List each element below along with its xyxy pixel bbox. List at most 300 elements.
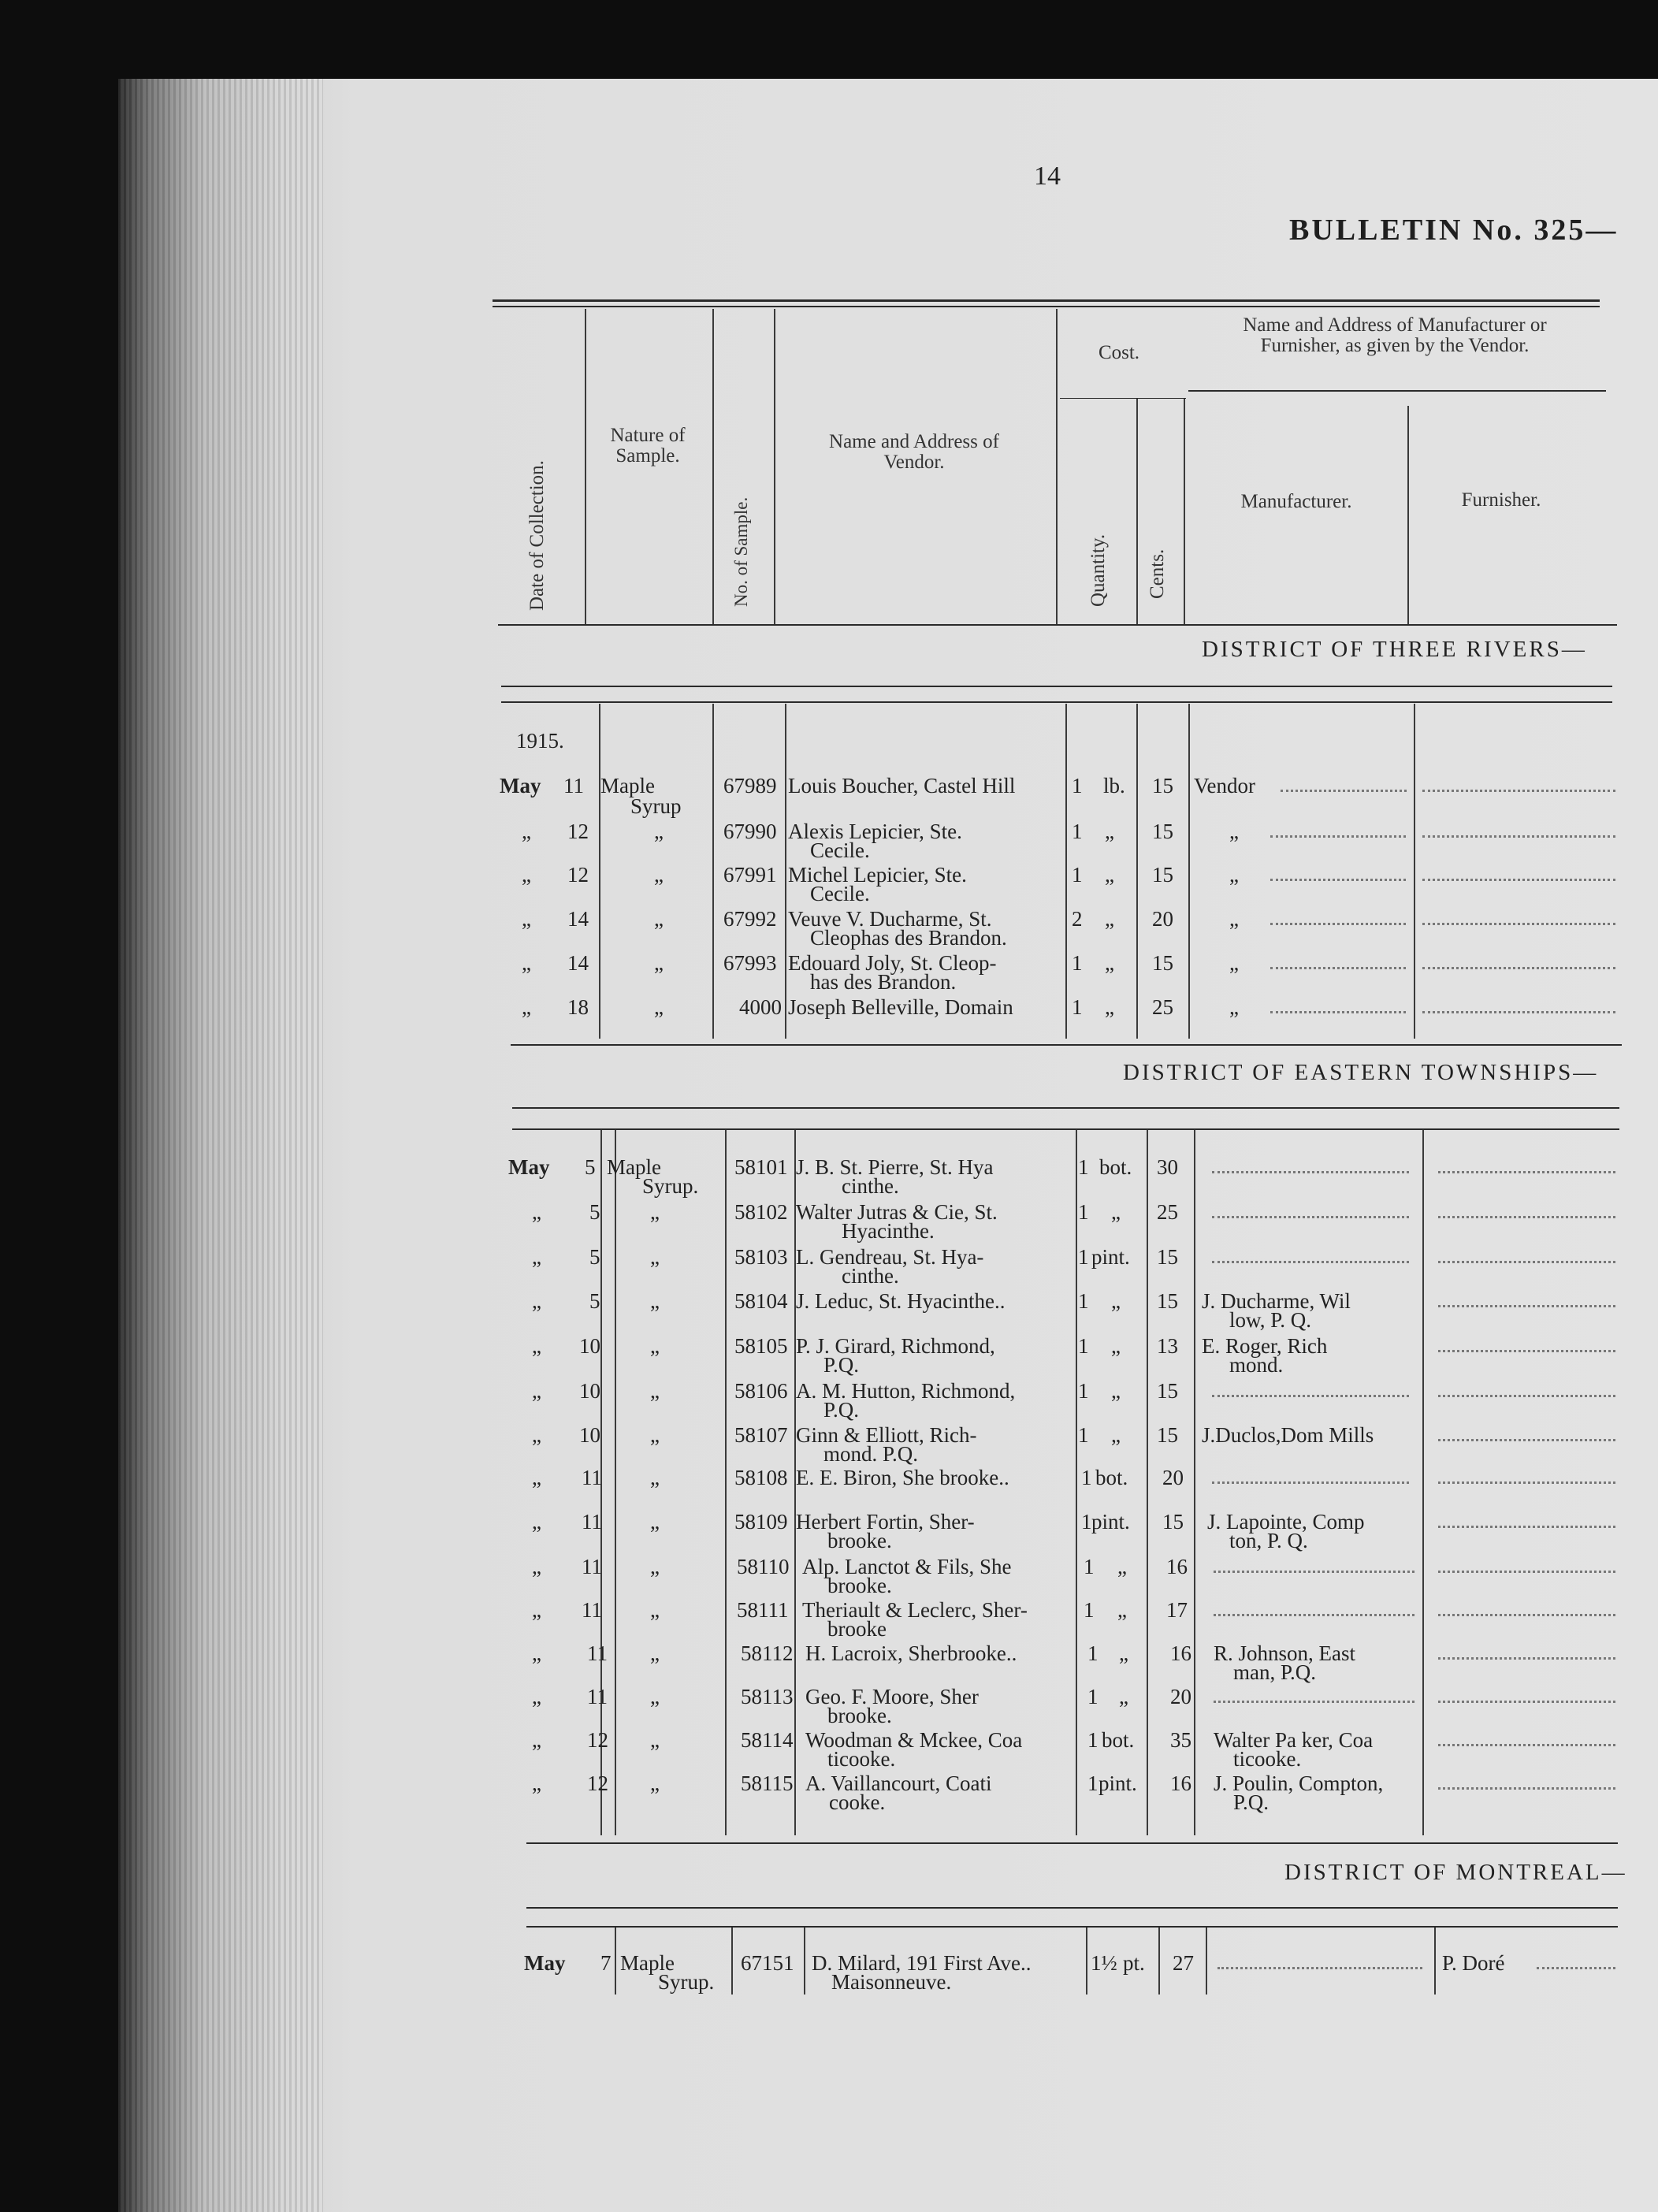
row-vendor: P. J. Girard, Richmond, [796, 1334, 995, 1358]
row-quantity: 1 [1072, 774, 1083, 797]
row-month: „ [532, 1200, 541, 1224]
row-cents: 16 [1166, 1555, 1188, 1578]
leader-dots [1438, 1744, 1615, 1746]
row-unit: pint. [1091, 1245, 1130, 1269]
row-cents: 15 [1152, 951, 1173, 975]
leader-dots [1422, 879, 1615, 881]
header-cost: Cost. [1098, 342, 1140, 363]
row-sample-no: 58103 [734, 1245, 788, 1269]
row-quantity: 1 [1078, 1379, 1089, 1403]
row-quantity: 1 [1084, 1598, 1095, 1622]
header-top-rule [493, 299, 1600, 302]
row-manufacturer: „ [1229, 820, 1239, 843]
district-title: DISTRICT OF THREE RIVERS— [1202, 637, 1587, 662]
row-manufacturer-cont: low, P. Q. [1229, 1308, 1312, 1332]
row-quantity: 1 [1072, 863, 1083, 887]
leader-dots [1438, 1657, 1615, 1660]
row-quantity: 1 [1078, 1245, 1089, 1269]
row-cents: 20 [1170, 1685, 1191, 1708]
row-quantity: 1 [1078, 1200, 1089, 1224]
section-rule [501, 701, 1612, 703]
row-vendor-cont: brooke. [827, 1574, 892, 1597]
leader-dots [1270, 1011, 1406, 1013]
row-manufacturer: „ [1229, 951, 1239, 975]
row-nature: „ [650, 1245, 660, 1269]
row-quantity: 1 [1081, 1466, 1092, 1489]
row-month: „ [532, 1728, 541, 1752]
row-cents: 15 [1157, 1423, 1178, 1447]
header-top-rule-2 [493, 306, 1600, 307]
row-unit: „ [1111, 1379, 1121, 1403]
row-vendor: Geo. F. Moore, Sher [805, 1685, 979, 1708]
row-cents: 16 [1170, 1771, 1191, 1795]
column-divider [725, 1130, 727, 1835]
row-manufacturer: Walter Pa ker, Coa [1214, 1728, 1374, 1752]
row-sample-no: 58108 [734, 1466, 788, 1489]
row-vendor: A. M. Hutton, Richmond, [796, 1379, 1016, 1403]
row-vendor: J. B. St. Pierre, St. Hya [796, 1155, 994, 1179]
row-quantity: 1 [1078, 1334, 1089, 1358]
bulletin-title: BULLETIN No. 325— [1289, 214, 1619, 247]
row-cents: 15 [1157, 1245, 1178, 1269]
row-day: 11 [582, 1598, 602, 1622]
row-month: „ [532, 1289, 541, 1313]
row-vendor: L. Gendreau, St. Hya- [796, 1245, 984, 1269]
row-nature: „ [650, 1289, 660, 1313]
row-sample-no: 58114 [741, 1728, 794, 1752]
row-month: „ [532, 1598, 541, 1622]
row-cents: 15 [1152, 774, 1173, 797]
row-sample-no: 58109 [734, 1510, 788, 1534]
header-furnisher: Furnisher. [1461, 489, 1541, 511]
leader-dots [1438, 1171, 1615, 1173]
row-unit: „ [1105, 951, 1114, 975]
section-rule [501, 686, 1612, 687]
leader-dots [1422, 923, 1615, 925]
row-cents: 30 [1157, 1155, 1178, 1179]
section-rule [512, 1107, 1619, 1109]
row-quantity: 1 [1072, 995, 1083, 1019]
row-sample-no: 67993 [723, 951, 777, 975]
row-manufacturer: J. Ducharme, Wil [1202, 1289, 1351, 1313]
row-vendor-cont: Cecile. [810, 882, 870, 905]
row-manufacturer: E. Roger, Rich [1202, 1334, 1328, 1358]
row-vendor: Herbert Fortin, Sher- [796, 1510, 975, 1534]
column-divider [1188, 704, 1190, 1039]
section-bottom-rule [526, 1842, 1618, 1844]
row-unit: „ [1111, 1200, 1121, 1224]
row-vendor: Louis Boucher, Castel Hill [788, 774, 1016, 797]
row-nature: „ [650, 1685, 660, 1708]
header-nature-of-sample: Nature of Sample. [610, 425, 686, 467]
page-binding-edge [118, 79, 323, 2212]
row-cents: 13 [1157, 1334, 1178, 1358]
row-unit: pint. [1099, 1771, 1137, 1795]
cost-rule [1060, 398, 1186, 399]
leader-dots [1438, 1614, 1615, 1616]
row-month: „ [532, 1466, 541, 1489]
row-unit: bot. [1099, 1155, 1132, 1179]
district-title: DISTRICT OF EASTERN TOWNSHIPS— [1123, 1060, 1599, 1085]
row-cents: 25 [1157, 1200, 1178, 1224]
leader-dots [1438, 1350, 1615, 1352]
row-day: 5 [589, 1200, 600, 1224]
row-manufacturer-cont: man, P.Q. [1233, 1660, 1317, 1684]
row-unit: lb. [1103, 774, 1125, 797]
row-sample-no: 58106 [734, 1379, 788, 1403]
row-vendor: Veuve V. Ducharme, St. [788, 907, 992, 931]
row-cents: 35 [1170, 1728, 1191, 1752]
row-vendor-cont: cinthe. [842, 1174, 899, 1198]
section-rule [526, 1907, 1618, 1909]
leader-dots [1214, 1614, 1415, 1616]
header-date-of-collection: Date of Collection. [526, 460, 548, 611]
row-quantity: 1 [1072, 951, 1083, 975]
row-vendor-cont: Cecile. [810, 838, 870, 862]
row-vendor-cont: cinthe. [842, 1264, 899, 1288]
row-nature-cont: Syrup. [658, 1970, 715, 1994]
row-nature: „ [650, 1423, 660, 1447]
row-quantity: 1 [1087, 1685, 1099, 1708]
row-vendor-cont: P.Q. [823, 1398, 860, 1422]
header-divider [712, 309, 714, 624]
column-divider [1194, 1130, 1195, 1835]
leader-dots [1212, 1481, 1409, 1484]
row-vendor: Theriault & Leclerc, Sher- [802, 1598, 1028, 1622]
row-nature-cont: Syrup. [642, 1174, 699, 1198]
column-divider [731, 1928, 733, 1995]
row-nature: Maple [600, 774, 655, 797]
row-cents: 25 [1152, 995, 1173, 1019]
header-divider [1407, 406, 1409, 624]
row-manufacturer-cont: mond. [1229, 1353, 1284, 1377]
row-day: 10 [579, 1379, 600, 1403]
row-quantity: 1 [1087, 1771, 1099, 1795]
row-unit: „ [1119, 1641, 1128, 1665]
leader-dots [1270, 967, 1406, 969]
row-month: May [500, 774, 541, 797]
row-vendor-cont: brooke [827, 1617, 887, 1641]
leader-dots [1270, 835, 1406, 838]
column-divider [1065, 704, 1067, 1039]
header-no-of-sample: No. of Sample. [731, 496, 751, 607]
section-bottom-rule [511, 1044, 1622, 1046]
row-manufacturer-cont: ton, P. Q. [1229, 1529, 1308, 1552]
column-divider [1158, 1928, 1160, 1995]
row-vendor: Woodman & Mckee, Coa [805, 1728, 1023, 1752]
section-rule [526, 1926, 1618, 1928]
row-nature: „ [654, 995, 664, 1019]
row-vendor: A. Vaillancourt, Coati [805, 1771, 992, 1795]
leader-dots [1438, 1787, 1615, 1790]
row-vendor: Walter Jutras & Cie, St. [796, 1200, 998, 1224]
row-month: „ [522, 820, 531, 843]
row-day: 5 [589, 1245, 600, 1269]
district-title: DISTRICT OF MONTREAL— [1284, 1860, 1627, 1885]
row-nature-cont: Syrup [630, 794, 682, 818]
row-vendor: Alp. Lanctot & Fils, She [802, 1555, 1012, 1578]
row-day: 11 [563, 774, 584, 797]
row-vendor: J. Leduc, St. Hyacinthe.. [796, 1289, 1006, 1313]
leader-dots [1438, 1305, 1615, 1307]
header-divider [1184, 398, 1185, 624]
row-day: 5 [589, 1289, 600, 1313]
row-nature: „ [654, 907, 664, 931]
row-vendor-cont: mond. P.Q. [823, 1442, 919, 1466]
row-month: „ [532, 1245, 541, 1269]
row-cents: 15 [1152, 820, 1173, 843]
row-vendor-cont: Cleophas des Brandon. [810, 926, 1007, 950]
row-month: „ [522, 863, 531, 887]
leader-dots [1214, 1701, 1415, 1703]
row-cents: 15 [1162, 1510, 1184, 1534]
row-day: 12 [587, 1771, 608, 1795]
leader-dots [1438, 1571, 1615, 1573]
row-nature: „ [650, 1200, 660, 1224]
row-unit: „ [1117, 1598, 1127, 1622]
row-sample-no: 58112 [741, 1641, 794, 1665]
row-sample-no: 58110 [737, 1555, 790, 1578]
row-vendor-cont: brooke. [827, 1529, 892, 1552]
row-unit: „ [1111, 1423, 1121, 1447]
column-divider [804, 1928, 805, 1995]
row-month: „ [532, 1334, 541, 1358]
leader-dots [1212, 1261, 1409, 1263]
header-divider [585, 309, 586, 624]
column-divider [1414, 704, 1415, 1039]
row-manufacturer-cont: ticooke. [1233, 1747, 1302, 1771]
column-divider [1147, 1130, 1148, 1835]
row-day: 10 [579, 1334, 600, 1358]
row-quantity: 1 [1078, 1155, 1089, 1179]
leader-dots [1438, 1439, 1615, 1441]
row-cents: 16 [1170, 1641, 1191, 1665]
leader-dots [1422, 1011, 1615, 1013]
row-day: 5 [585, 1155, 596, 1179]
row-quantity: 1 [1078, 1289, 1089, 1313]
row-nature: Maple [620, 1951, 675, 1975]
row-day: 18 [567, 995, 589, 1019]
row-cents: 17 [1166, 1598, 1188, 1622]
row-manufacturer-cont: P.Q. [1233, 1790, 1270, 1814]
row-day: 11 [587, 1641, 608, 1665]
leader-dots [1270, 923, 1406, 925]
row-vendor: H. Lacroix, Sherbrooke.. [805, 1641, 1017, 1665]
row-nature: „ [650, 1555, 660, 1578]
row-month: May [524, 1951, 566, 1975]
row-vendor: Edouard Joly, St. Cleop- [788, 951, 997, 975]
column-divider [615, 1130, 616, 1835]
row-vendor-cont: Maisonneuve. [831, 1970, 952, 1994]
row-month: „ [522, 951, 531, 975]
column-divider [785, 704, 786, 1039]
leader-dots [1422, 967, 1615, 969]
row-sample-no: 4000 [739, 995, 782, 1019]
row-quantity: 1 [1081, 1510, 1092, 1534]
row-nature: „ [650, 1379, 660, 1403]
row-month: „ [532, 1685, 541, 1708]
year-label: 1915. [516, 729, 564, 753]
row-vendor: D. Milard, 191 First Ave.. [812, 1951, 1032, 1975]
header-divider [774, 309, 775, 624]
row-day: 11 [582, 1466, 602, 1489]
column-divider [712, 704, 714, 1039]
row-day: 7 [600, 1951, 612, 1975]
row-vendor: Michel Lepicier, Ste. [788, 863, 967, 887]
header-vendor: Name and Address of Vendor. [829, 431, 999, 473]
row-vendor-cont: ticooke. [827, 1747, 896, 1771]
column-divider [1076, 1130, 1077, 1835]
leader-dots [1217, 1967, 1422, 1969]
page-number: 14 [1034, 162, 1061, 191]
leader-dots [1438, 1395, 1615, 1397]
header-manufacturer-or-furnisher: Name and Address of Manufacturer or Furnisher, as given by the Vendor. [1243, 314, 1547, 356]
row-sample-no: 58104 [734, 1289, 788, 1313]
row-unit: „ [1105, 863, 1114, 887]
column-divider [615, 1928, 616, 1995]
row-day: 11 [582, 1555, 602, 1578]
row-sample-no: 67992 [723, 907, 777, 931]
leader-dots [1212, 1395, 1409, 1397]
column-divider [1136, 704, 1138, 1039]
row-cents: 20 [1152, 907, 1173, 931]
row-nature: „ [654, 820, 664, 843]
row-vendor-cont: P.Q. [823, 1353, 860, 1377]
header-quantity: Quantity. [1087, 533, 1109, 607]
row-day: 12 [567, 863, 589, 887]
column-divider [1206, 1928, 1207, 1995]
row-sample-no: 67151 [741, 1951, 794, 1975]
row-month: „ [522, 995, 531, 1019]
row-vendor: Ginn & Elliott, Rich- [796, 1423, 977, 1447]
row-unit: pint. [1091, 1510, 1130, 1534]
row-quantity: 1 [1084, 1555, 1095, 1578]
row-month: „ [532, 1641, 541, 1665]
header-divider [1136, 398, 1138, 624]
row-unit: „ [1117, 1555, 1127, 1578]
row-day: 10 [579, 1423, 600, 1447]
row-day: 12 [567, 820, 589, 843]
row-manufacturer: „ [1229, 907, 1239, 931]
row-manufacturer: J. Poulin, Compton, [1214, 1771, 1384, 1795]
header-divider [1056, 309, 1058, 624]
mfr-rule [1188, 390, 1606, 392]
column-divider [599, 704, 600, 1039]
row-month: „ [532, 1510, 541, 1534]
section-rule [512, 1128, 1619, 1130]
row-sample-no: 58113 [741, 1685, 794, 1708]
leader-dots [1212, 1216, 1409, 1218]
leader-dots [1438, 1701, 1615, 1703]
row-month: May [508, 1155, 550, 1179]
row-nature: „ [650, 1510, 660, 1534]
row-month: „ [522, 907, 531, 931]
row-nature: „ [654, 951, 664, 975]
row-unit: bot. [1102, 1728, 1135, 1752]
row-sample-no: 67991 [723, 863, 777, 887]
row-unit: „ [1111, 1289, 1121, 1313]
row-quantity: 1½ [1091, 1951, 1117, 1975]
leader-dots [1212, 1171, 1409, 1173]
row-manufacturer: Vendor [1194, 774, 1255, 797]
leader-dots [1422, 835, 1615, 838]
leader-dots [1438, 1481, 1615, 1484]
column-divider [1086, 1928, 1087, 1995]
row-nature: „ [650, 1466, 660, 1489]
row-quantity: 1 [1087, 1641, 1099, 1665]
row-cents: 15 [1157, 1379, 1178, 1403]
row-manufacturer: „ [1229, 863, 1239, 887]
row-manufacturer: J.Duclos,Dom Mills [1202, 1423, 1374, 1447]
row-vendor: Alexis Lepicier, Ste. [788, 820, 962, 843]
row-day: 11 [582, 1510, 602, 1534]
row-unit: „ [1105, 995, 1114, 1019]
row-cents: 15 [1157, 1289, 1178, 1313]
row-vendor-cont: Hyacinthe. [842, 1219, 935, 1243]
row-vendor-cont: brooke. [827, 1704, 892, 1727]
row-manufacturer: „ [1229, 995, 1239, 1019]
row-day: 14 [567, 907, 589, 931]
row-nature: „ [650, 1641, 660, 1665]
leader-dots [1438, 1216, 1615, 1218]
row-vendor-cont: has des Brandon. [810, 970, 957, 994]
leader-dots [1438, 1261, 1615, 1263]
row-unit: „ [1111, 1334, 1121, 1358]
column-divider [1434, 1928, 1436, 1995]
row-unit: „ [1105, 820, 1114, 843]
row-manufacturer: R. Johnson, East [1214, 1641, 1356, 1665]
row-sample-no: 67989 [723, 774, 777, 797]
row-cents: 27 [1173, 1951, 1194, 1975]
row-unit: bot. [1095, 1466, 1128, 1489]
row-quantity: 1 [1072, 820, 1083, 843]
leader-dots [1537, 1967, 1615, 1969]
row-nature: Maple [607, 1155, 661, 1179]
row-month: „ [532, 1771, 541, 1795]
row-cents: 20 [1162, 1466, 1184, 1489]
row-day: 11 [587, 1685, 608, 1708]
row-month: „ [532, 1423, 541, 1447]
row-vendor: E. E. Biron, She brooke.. [796, 1466, 1009, 1489]
row-unit: pt. [1123, 1951, 1145, 1975]
row-vendor: Joseph Belleville, Domain [788, 995, 1013, 1019]
row-unit: „ [1105, 907, 1114, 931]
row-nature: „ [650, 1771, 660, 1795]
row-quantity: 2 [1072, 907, 1083, 931]
row-furnisher: P. Doré [1442, 1951, 1505, 1975]
row-sample-no: 58102 [734, 1200, 788, 1224]
row-sample-no: 58115 [741, 1771, 794, 1795]
row-quantity: 1 [1078, 1423, 1089, 1447]
row-nature: „ [650, 1598, 660, 1622]
row-month: „ [532, 1379, 541, 1403]
row-nature: „ [650, 1728, 660, 1752]
column-divider [1422, 1130, 1424, 1835]
header-manufacturer: Manufacturer. [1240, 491, 1352, 512]
row-day: 14 [567, 951, 589, 975]
row-sample-no: 67990 [723, 820, 777, 843]
header-cents: Cents. [1147, 548, 1168, 599]
leader-dots [1270, 879, 1406, 881]
row-day: 12 [587, 1728, 608, 1752]
leader-dots [1281, 790, 1407, 792]
row-quantity: 1 [1087, 1728, 1099, 1752]
row-nature: „ [654, 863, 664, 887]
row-sample-no: 58101 [734, 1155, 788, 1179]
leader-dots [1422, 790, 1615, 792]
row-manufacturer: J. Lapointe, Comp [1207, 1510, 1365, 1534]
leader-dots [1214, 1571, 1415, 1573]
